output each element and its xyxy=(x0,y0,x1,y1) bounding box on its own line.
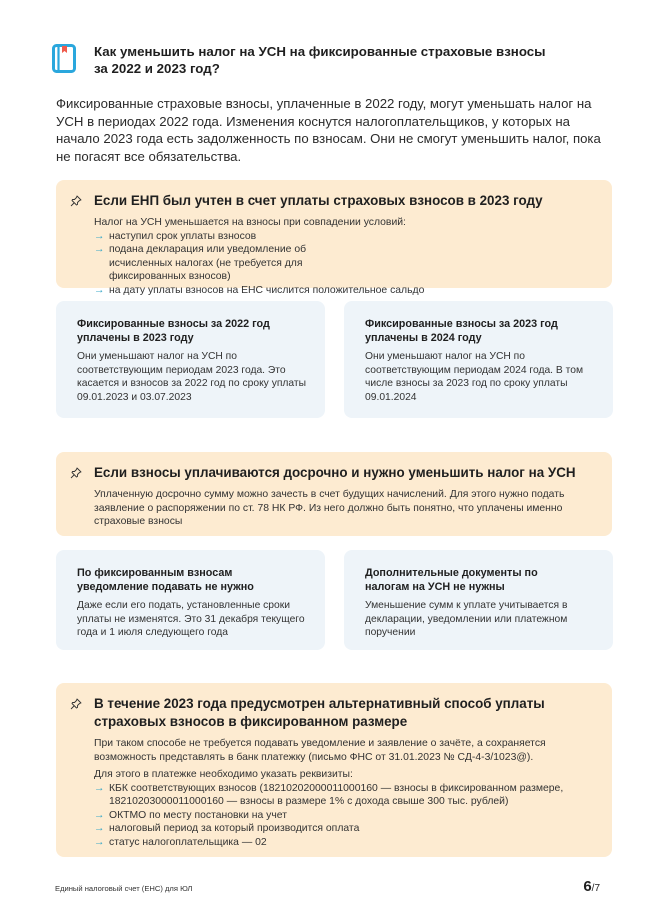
callout-lead: При таком способе не требуется подавать уведомление и заявление о зачёте, а сохраняется возможность представлять в банк платежку (письмо ФНС от 31.01.2023 № СД-4-3/1023@). xyxy=(94,738,546,763)
requisites-list xyxy=(94,782,594,850)
callout-early-payment xyxy=(56,452,612,536)
card-2023-contributions xyxy=(344,301,613,418)
list-item: → подана декларация или уведомление об исчисленных налогах (не требуется для фиксированных взносов) xyxy=(94,243,307,282)
list-item: → налоговый период за который производится оплата xyxy=(94,822,360,834)
arrow-right-icon: → xyxy=(94,822,105,834)
intro-paragraph: Фиксированные страховые взносы, уплаченные в 2022 году, могут уменьшать налог на УСН в периодах 2022 года. Изменения коснутся налогоплательщиков, у которых на начало 2023 года есть задолженность по взносам. Они не смогут уменьшить налог, пока не погасят все обязательства. xyxy=(56,96,601,164)
page-title-line2: за 2022 и 2023 год? xyxy=(94,61,220,76)
arrow-right-icon: → xyxy=(94,835,105,848)
card-title: Дополнительные документы по налогам на УСН не нужны xyxy=(365,567,538,593)
list-item: → ОКТМО по месту постановки на учет xyxy=(94,808,287,821)
book-bookmark-icon xyxy=(52,44,76,73)
arrow-right-icon: → xyxy=(94,229,105,242)
footer-document-name: Единый налоговый счет (ЕНС) для ЮЛ xyxy=(55,884,193,893)
card-body: Даже если его подать, установленные сроки уплаты не изменятся. Это 31 декабря текущего года и 1 июля следующего года xyxy=(77,600,305,639)
page-title-line1: Как уменьшить налог на УСН на фиксированные страховые взносы xyxy=(94,44,546,59)
callout-lead-2: Для этого в платежке необходимо указать реквизиты: xyxy=(94,769,353,780)
callout-title: В течение 2023 года предусмотрен альтернативный способ уплаты страховых взносов в фиксированном размере xyxy=(94,696,545,729)
card-body: Они уменьшают налог на УСН по соответствующим периодам 2024 года. В том числе взносы за 2023 год по сроку уплаты 09.01.2024 xyxy=(365,351,584,403)
card-title: Фиксированные взносы за 2022 год уплачены в 2023 году xyxy=(77,318,270,344)
arrow-right-icon: → xyxy=(94,283,105,296)
page-current: 6 xyxy=(583,878,592,895)
callout-enp-accounted xyxy=(56,180,612,296)
callout-lead: Уплаченную досрочно сумму можно зачесть в счет будущих начислений. Для этого нужно подать заявление о распоряжении по ст. 78 НК РФ. Из него должно быть понятно, что уплачены именно страховые взносы xyxy=(94,489,565,527)
page-separator: / xyxy=(591,883,595,894)
callout-alternative-payment xyxy=(56,683,612,857)
list-item: → на дату уплаты взносов на ЕНС числится положительное сальдо xyxy=(94,283,425,296)
callout-title: Если взносы уплачиваются досрочно и нужно уменьшить налог на УСН xyxy=(94,465,576,480)
card-title: Фиксированные взносы за 2023 год уплачены в 2024 году xyxy=(365,318,558,344)
card-title: По фиксированным взносам уведомление подавать не нужно xyxy=(77,567,254,593)
pin-icon xyxy=(70,698,82,710)
page-total: 7 xyxy=(594,883,600,894)
list-item: → статус налогоплательщика — 02 xyxy=(94,835,267,848)
card-body: Они уменьшают налог на УСН по соответствующим периодам 2023 года. Это касается и взносов за 2022 год по сроку уплаты 09.01.2023 и 03.07.2023 xyxy=(77,351,307,403)
page-header xyxy=(52,43,612,77)
page-title xyxy=(94,43,546,77)
pin-icon xyxy=(70,195,82,207)
arrow-right-icon: → xyxy=(94,781,105,794)
page-number xyxy=(583,878,600,896)
list-item: → наступил срок уплаты взносов xyxy=(94,229,257,242)
arrow-right-icon: → xyxy=(94,808,105,821)
card-no-extra-documents xyxy=(344,550,613,650)
card-body: Уменьшение сумм к уплате учитывается в декларации, уведомлении или платежном поручении xyxy=(365,600,568,639)
card-no-notification xyxy=(56,550,325,650)
list-item: → КБК соответствующих взносов (18210202000011000160 — взносы в фиксированном размере, 18210203000011000160 — взносы в размере 1% с дохода свыше 300 тыс. рублей) xyxy=(94,781,564,807)
arrow-right-icon: → xyxy=(94,243,105,255)
conditions-list xyxy=(94,230,594,298)
callout-title: Если ЕНП был учтен в счет уплаты страховых взносов в 2023 году xyxy=(94,193,543,208)
callout-lead: Налог на УСН уменьшается на взносы при совпадении условий: xyxy=(94,217,406,228)
card-2022-contributions xyxy=(56,301,325,418)
pin-icon xyxy=(70,467,82,479)
